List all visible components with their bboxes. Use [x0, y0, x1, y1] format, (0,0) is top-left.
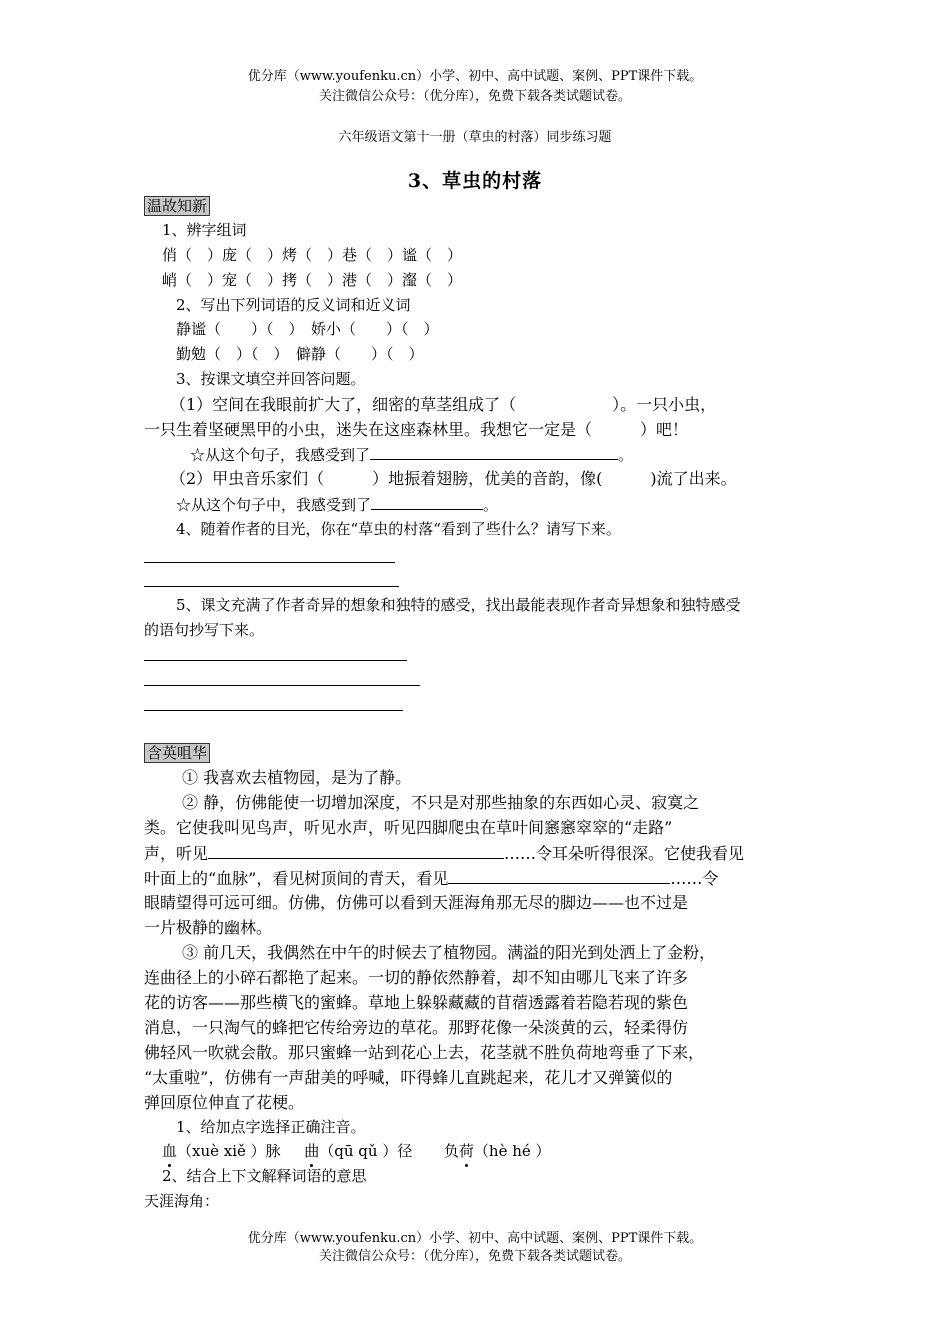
answer-line-q5-3[interactable]: [144, 710, 403, 711]
passage-blank-1[interactable]: [208, 842, 504, 859]
question-3-part-1-period: 。: [618, 446, 634, 464]
passage-text: ……令: [670, 869, 719, 888]
passage-paragraph-3-line-f: “太重啦”，仿佛有一声甜美的呼喊，吓得蜂儿直跳起来，花儿才又弹簧似的: [144, 1068, 673, 1087]
answer-line-q5-2[interactable]: [144, 685, 420, 686]
question-3-part-2-period: 。: [483, 496, 499, 514]
answer-blank-feeling-1[interactable]: [370, 443, 618, 460]
question-1-row-1: 俏（ ）庞（ ）烤（ ）巷（ ）谧（ ）: [162, 246, 463, 264]
passage-paragraph-3-line-b: 连曲径上的小碎石都艳了起来。一切的静依然静着，却不知由哪儿飞来了许多: [144, 968, 689, 987]
reading-question-1-label: 1、给加点字选择正确注音。: [176, 1118, 366, 1136]
passage-paragraph-3-line-g: 弹回原位伸直了花梗。: [144, 1093, 305, 1112]
passage-paragraph-2-line-d: [144, 867, 718, 890]
question-4-label: 4、随着作者的目光，你在“草虫的村落“看到了些什么？请写下来。: [176, 520, 621, 538]
question-5-label-a: 5、课文充满了作者奇异的想象和独特的感受，找出最能表现作者奇异想象和独特感受: [176, 596, 741, 614]
section-tag-review: 温故知新: [144, 196, 210, 216]
question-2-row-2: 勤勉（ ）（ ） 僻静（ ）（ ）: [176, 345, 424, 363]
passage-paragraph-3-line-d: 消息，一只淘气的蜂把它传给旁边的草花。那野花像一朵淡黄的云，轻柔得仿: [144, 1018, 689, 1037]
passage-paragraph-2-line-f: 一片极静的幽林。: [144, 918, 273, 937]
passage-blank-2[interactable]: [448, 867, 670, 884]
passage-text: 叶面上的“血脉”，看见树顶间的青天，看见: [144, 869, 449, 888]
answer-line-q4-1[interactable]: [144, 562, 395, 563]
reading-question-1-items: [162, 1140, 551, 1162]
question-5-label-b: 的语句抄写下来。: [144, 621, 265, 639]
question-1-label: 1、辨字组词: [162, 221, 247, 239]
question-3-part-1-line-a: （1）空间在我眼前扩大了，细密的草茎组成了（ ）。一只小虫，: [170, 395, 717, 414]
dotted-char-he: 荷: [458, 1142, 474, 1160]
passage-paragraph-3-line-e: 佛轻风一吹就会散。那只蜜蜂一站到花心上去，花茎就不胜负荷地弯垂了下来，: [144, 1043, 705, 1062]
question-2-row-1: 静谧（ ）（ ） 娇小（ ）（ ）: [176, 320, 439, 338]
pinyin-options-1: （xuè xiě ）脉: [177, 1142, 281, 1160]
question-3-part-2-prompt: ☆从这个句子中，我感受到了: [176, 496, 372, 514]
footer-line-1: 优分库（www.youfenku.cn）小学、初中、高中试题、案例、PPT课件下载。: [247, 1231, 703, 1246]
passage-text: 声，听见: [144, 844, 209, 863]
answer-line-q4-2[interactable]: [144, 586, 399, 587]
pinyin-options-3: （hè hé ）: [473, 1142, 551, 1160]
reading-question-2-label: 2、结合上下文解释词语的意思: [162, 1167, 367, 1185]
passage-paragraph-2-line-c: [144, 842, 744, 865]
question-2-label: 2、写出下列词语的反义词和近义词: [176, 296, 411, 314]
reading-question-2-item: 天涯海角：: [144, 1192, 220, 1210]
question-3-part-1-prompt: ☆从这个句子，我感受到了: [190, 446, 371, 464]
passage-paragraph-2-line-a: ② 静，仿佛能使一切增加深度，不只是对那些抽象的东西如心灵、寂寞之: [182, 793, 700, 812]
question-3-part-2-line-a: （2）甲虫音乐家们（ ）地振着翅膀，优美的音韵，像( )流了出来。: [170, 469, 737, 488]
dotted-char-xue: 血: [162, 1142, 178, 1160]
section-tag-reading: 含英咀华: [144, 743, 210, 763]
header-line-2: 关注微信公众号：（优分库），免费下载各类试题试卷。: [318, 89, 631, 104]
passage-paragraph-2-line-e: 眼睛望得可远可细。仿佛，仿佛可以看到天涯海角那无尽的脚边——也不过是: [144, 893, 689, 912]
page-title: 3、草虫的村落: [407, 170, 543, 192]
question-3-part-1-line-c: [190, 443, 633, 466]
answer-blank-feeling-2[interactable]: [371, 493, 483, 510]
passage-text: ……令耳朵听得很深。它使我看见: [504, 844, 745, 863]
answer-line-q5-1[interactable]: [144, 660, 407, 661]
question-1-row-2: 峭（ ）宠（ ）拷（ ）港（ ）瀣（ ）: [162, 271, 463, 289]
question-3-label: 3、按课文填空并回答问题。: [176, 370, 366, 388]
question-3-part-2-line-b: [176, 493, 498, 516]
header-line-1: 优分库（www.youfenku.cn）小学、初中、高中试题、案例、PPT课件下载。: [247, 69, 703, 84]
footer-line-2: 关注微信公众号：（优分库），免费下载各类试题试卷。: [318, 1249, 631, 1264]
passage-paragraph-1: ① 我喜欢去植物园，是为了静。: [182, 768, 412, 787]
passage-paragraph-2-line-b: 类。它使我叫见鸟声，听见水声，听见四脚爬虫在草叶间窸窸窣窣的“走路”: [144, 818, 673, 837]
page-subtitle: 六年级语文第十一册（草虫的村落）同步练习题: [338, 130, 612, 145]
word-prefix-fu: 负: [443, 1142, 459, 1160]
passage-paragraph-3-line-c: 花的访客——那些横飞的蜜蜂。草地上躲躲藏藏的苜蓿透露着若隐若现的紫色: [144, 993, 689, 1012]
passage-paragraph-3-line-a: ③ 前几天，我偶然在中午的时候去了植物园。满溢的阳光到处洒上了金粉，: [182, 943, 716, 962]
pinyin-options-2: （qū qǔ ）径: [319, 1142, 413, 1160]
question-3-part-1-line-b: 一只生着坚硬黑甲的小虫，迷失在这座森林里。我想它一定是（ ）吧！: [144, 420, 689, 439]
dotted-char-qu: 曲: [304, 1142, 320, 1160]
